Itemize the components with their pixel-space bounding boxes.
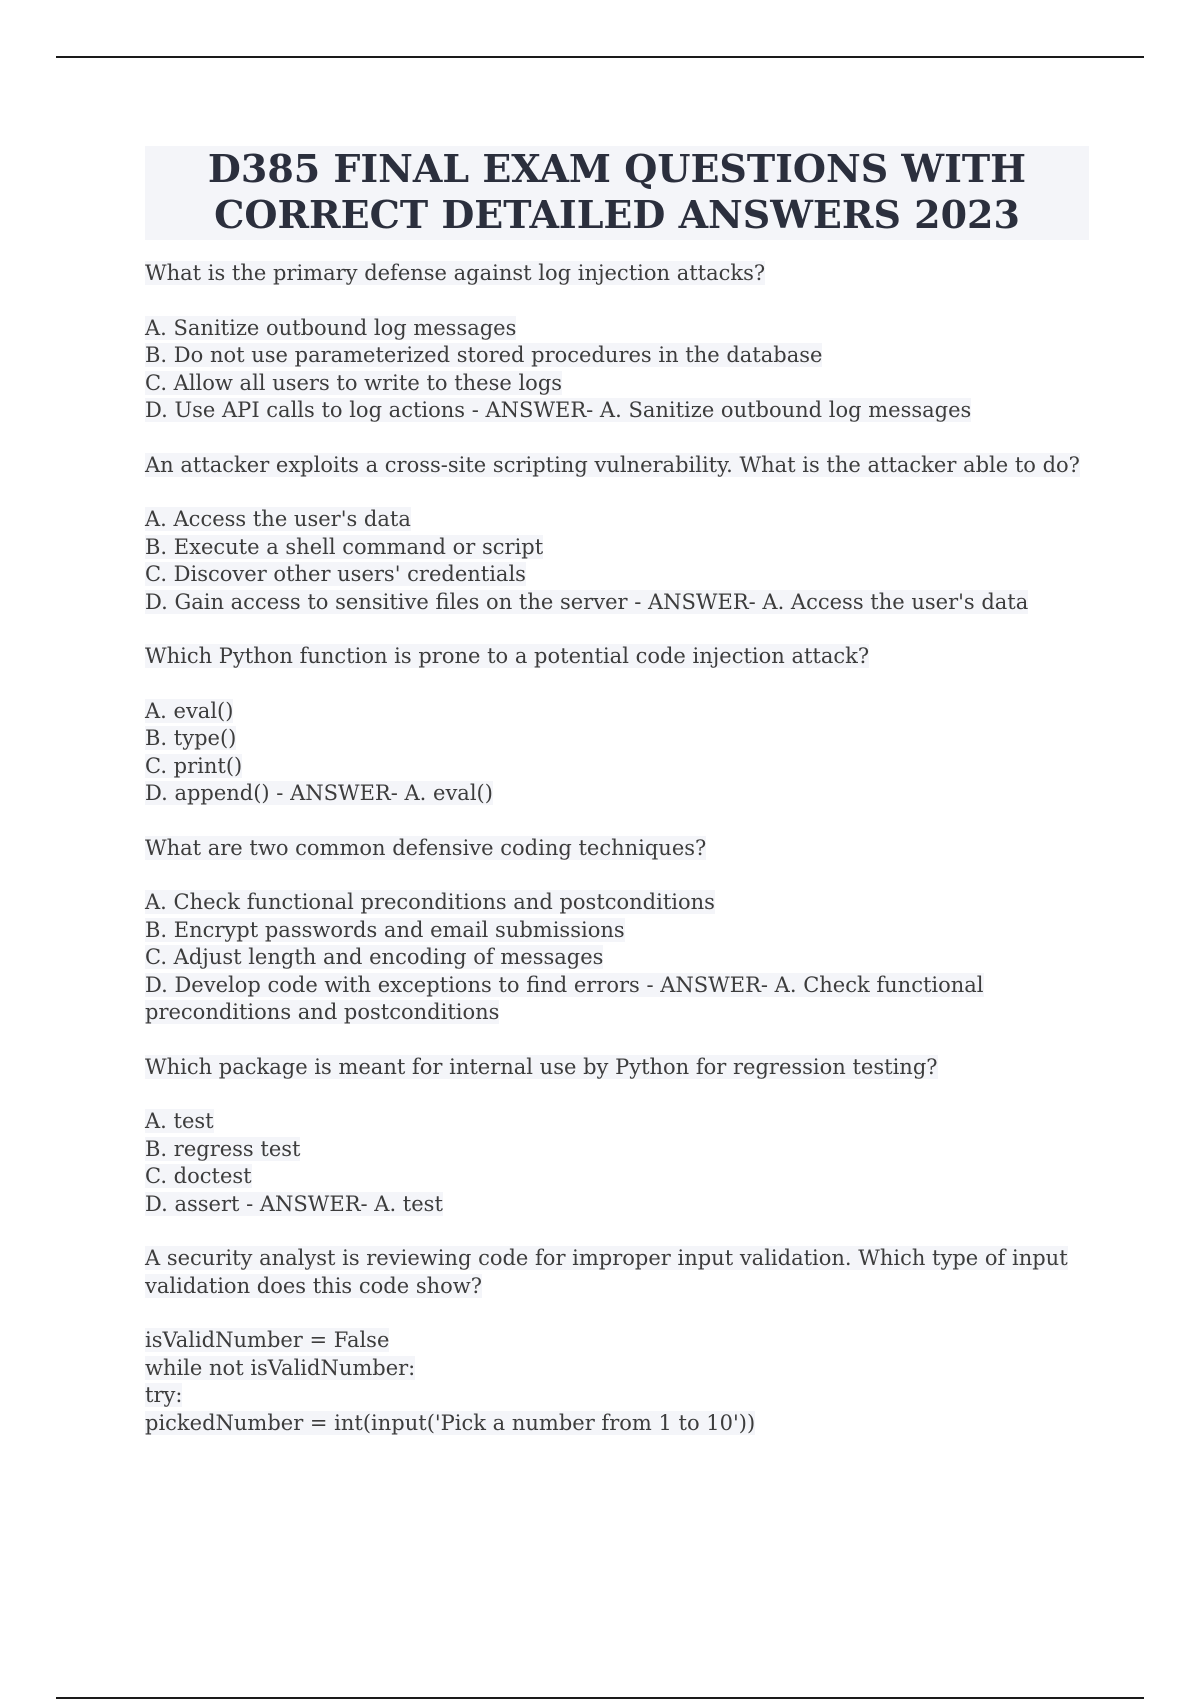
title-line-1: D385 FINAL EXAM QUESTIONS WITH [207, 146, 1027, 191]
options-3 [145, 698, 1089, 808]
option-c: C. doctest [145, 1164, 252, 1188]
document-body [145, 146, 1089, 1437]
options-5 [145, 1108, 1089, 1218]
question-5 [145, 1054, 1089, 1082]
options-2 [145, 506, 1089, 616]
question-text: Which Python function is prone to a potential code injection attack? [145, 644, 870, 668]
option-b: B. type() [145, 726, 237, 750]
title-line-2: CORRECT DETAILED ANSWERS 2023 [214, 192, 1020, 237]
code-line: try: [145, 1383, 183, 1407]
option-c: C. Discover other users' credentials [145, 562, 526, 586]
option-c: C. Adjust length and encoding of messages [145, 945, 604, 969]
option-d-answer: D. Develop code with exceptions to find errors - ANSWER- A. Check functional preconditions and postconditions [145, 972, 984, 1024]
code-line: while not isValidNumber: [145, 1355, 416, 1380]
title-box [145, 146, 1089, 240]
option-d-answer: D. assert - ANSWER- A. test [145, 1191, 443, 1216]
code-line: pickedNumber = int(input('Pick a number from 1 to 10')) [145, 1410, 756, 1435]
option-c: C. Allow all users to write to these logs [145, 370, 563, 395]
document-title [145, 146, 1089, 238]
option-d-answer: D. Gain access to sensitive files on the server - ANSWER- A. Access the user's data [145, 589, 1029, 614]
question-text: A security analyst is reviewing code for improper input validation. Which type of input validation does this code show? [145, 1246, 1068, 1298]
question-text: Which package is meant for internal use by Python for regression testing? [145, 1054, 938, 1079]
option-a: A. Access the user's data [145, 507, 411, 531]
code-line: isValidNumber = False [145, 1328, 390, 1352]
question-6 [145, 1245, 1089, 1300]
option-b: B. Execute a shell command or script [145, 534, 544, 559]
question-text: What is the primary defense against log injection attacks? [145, 261, 766, 285]
option-d-answer: D. Use API calls to log actions - ANSWER- A. Sanitize outbound log messages [145, 398, 972, 422]
option-c: C. print() [145, 753, 243, 778]
bottom-rule [56, 1697, 1144, 1699]
options-4 [145, 889, 1089, 1027]
option-b: B. Encrypt passwords and email submissions [145, 917, 625, 942]
option-a: A. Sanitize outbound log messages [145, 315, 517, 340]
question-1 [145, 260, 1089, 288]
option-a: A. eval() [145, 698, 234, 723]
question-4 [145, 835, 1089, 863]
option-b: B. Do not use parameterized stored procedures in the database [145, 343, 823, 367]
code-snippet [145, 1327, 1089, 1437]
question-text: What are two common defensive coding techniques? [145, 835, 707, 860]
option-b: B. regress test [145, 1136, 301, 1161]
options-1 [145, 315, 1089, 425]
question-text: An attacker exploits a cross-site scripting vulnerability. What is the attacker able to do? [145, 452, 1080, 477]
top-rule [56, 56, 1144, 58]
option-a: A. Check functional preconditions and postconditions [145, 890, 715, 914]
option-d-answer: D. append() - ANSWER- A. eval() [145, 781, 493, 805]
option-a: A. test [145, 1109, 214, 1133]
question-3 [145, 643, 1089, 671]
question-2 [145, 452, 1089, 480]
